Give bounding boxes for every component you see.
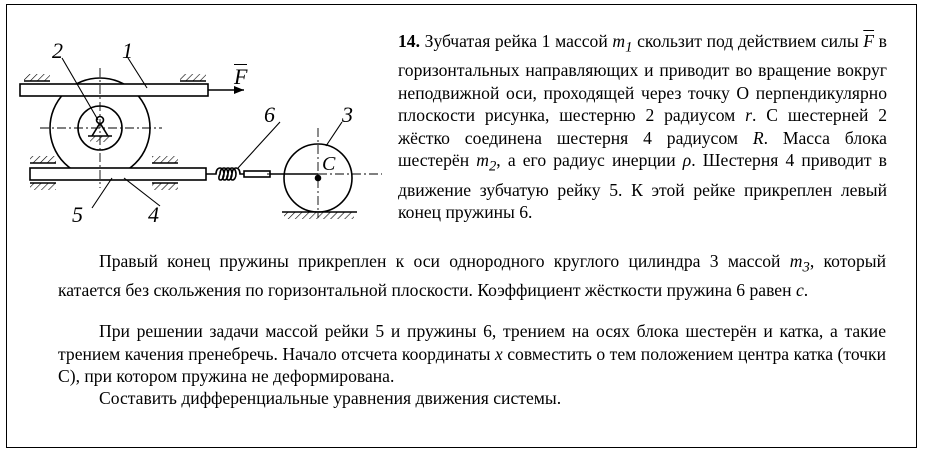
mid-right-guide — [152, 156, 178, 163]
label-6: 6 — [264, 102, 275, 127]
label-2: 2 — [52, 38, 63, 63]
label-3: 3 — [342, 102, 353, 127]
mechanism-figure — [12, 28, 392, 233]
bottom-right-guide — [152, 183, 178, 190]
problem-number: 14. — [398, 31, 420, 51]
label-4: 4 — [148, 202, 159, 227]
paragraph-4: Составить дифференциальные уравнения движения системы. — [99, 388, 562, 408]
rack-5 — [30, 168, 206, 180]
rack-1 — [20, 84, 208, 96]
ground — [282, 212, 357, 219]
label-f: F — [234, 64, 248, 89]
label-c: C — [322, 153, 336, 175]
paragraph-3: При решении задачи массой рейки 5 и пружины 6, трением на осях блока шестерён и катка, а такие трением качения пренебречь. Начало отсчета координаты x совместить о тем положением центра катка (точки С), при котором пружина не деформирована. — [58, 321, 886, 387]
label-1: 1 — [122, 38, 133, 63]
mechanism-diagram — [12, 28, 392, 228]
spring-rod — [244, 171, 270, 177]
paragraph-1: 14. Зубчатая рейка 1 массой $m_1$ скользит под действием силы $\overline{F}$ в горизонтальных направляющих и приводит во вращение вокруг неподвижной оси, проходящей через точку О перпендикулярно плоскости рисунка, шестерню 2 радиусом r. С шестерней 2 жёстко соединена шестерня 4 радиусом R. Масса блока шестерён $m_2$, а его радиус инерции ρ. Шестерня 4 приводит в движение зубчатую рейку 5. К этой рейке прикреплен левый конец пружины 6. — [398, 31, 887, 223]
paragraph-2: Правый конец пружины прикреплен к оси однородного круглого цилиндра 3 массой $m_3$, который катается без скольжения по горизонтальной плоскости. Коэффициент жёсткости пружина 6 равен c. — [58, 251, 887, 301]
bottom-left-guide — [30, 183, 56, 190]
label-5: 5 — [72, 202, 83, 227]
mid-left-guide — [30, 156, 56, 163]
spring-6 — [206, 168, 244, 180]
top-left-guide — [24, 74, 50, 81]
top-right-guide — [180, 74, 206, 81]
